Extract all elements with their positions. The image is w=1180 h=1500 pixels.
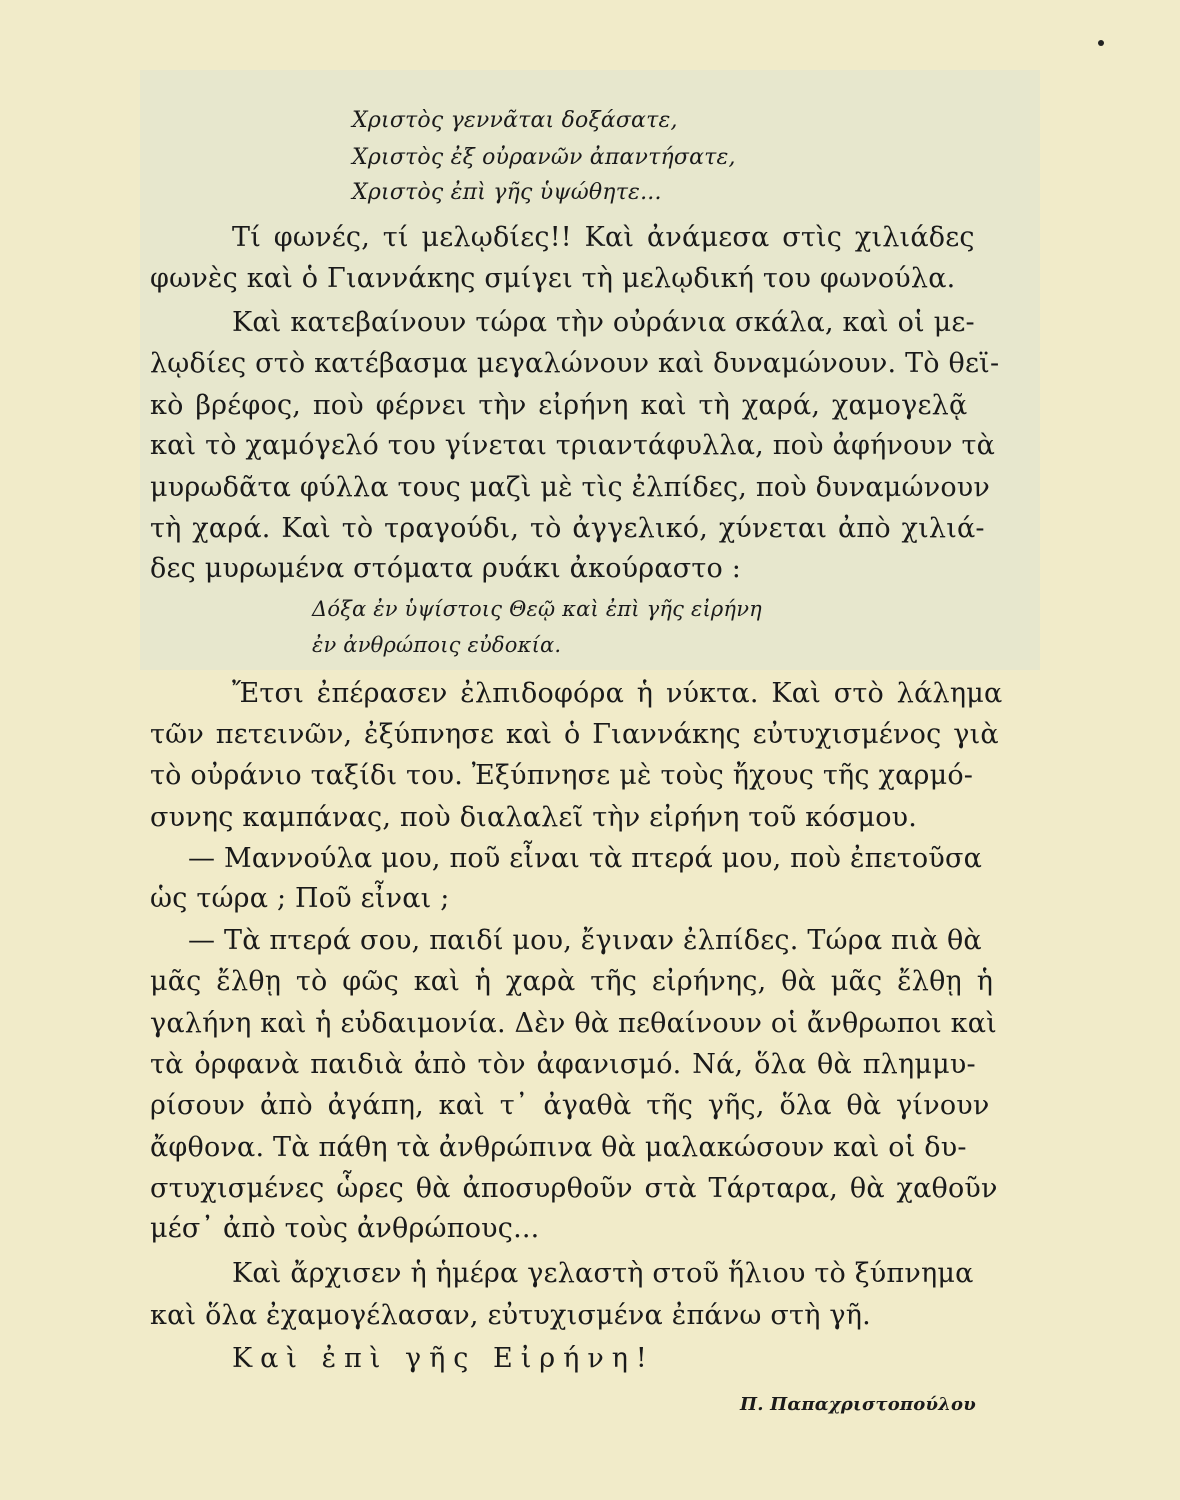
text-line: συνης καμπάνας, ποὺ διαλαλεῖ τὴν εἰρήνη τοῦ κόσμου. xyxy=(150,802,918,833)
text-line: μᾶς ἔλθῃ τὸ φῶς καὶ ἡ χαρὰ τῆς εἰρήνης, θὰ μᾶς ἔλθῃ ἡ xyxy=(150,966,994,997)
text-line: φωνὲς καὶ ὁ Γιαννάκης σμίγει τὴ μελῳδική του φωνούλα. xyxy=(150,263,956,294)
text-line: μυρωδᾶτα φύλλα τους μαζὶ μὲ τὶς ἐλπίδες, ποὺ δυναμώνουν xyxy=(150,472,991,503)
doxa-line: Δόξα ἐν ὑψίστοις Θεῷ καὶ ἐπὶ γῆς εἰρήνη xyxy=(312,597,762,621)
text-line: ἄφθονα. Τὰ πάθη τὰ ἀνθρώπινα θὰ μαλακώσουν καὶ οἱ δυ- xyxy=(150,1132,967,1163)
text-line: στυχισμένες ὧρες θὰ ἀποσυρθοῦν στὰ Τάρταρα, θὰ χαθοῦν xyxy=(150,1173,998,1204)
text-line: κὸ βρέφος, ποὺ φέρνει τὴν εἰρήνη καὶ τὴ χαρά, χαμογελᾷ xyxy=(150,390,968,421)
text-line: Τί φωνές, τί μελῳδίες!! Καὶ ἀνάμεσα στὶς χιλιάδες xyxy=(232,222,975,253)
text-line: καὶ ὅλα ἐχαμογέλασαν, εὐτυχισμένα ἐπάνω στὴ γῆ. xyxy=(150,1300,871,1331)
signature: Π. Παπαχριστοπούλου xyxy=(740,1394,976,1415)
text-line: λῳδίες στὸ κατέβασμα μεγαλώνουν καὶ δυναμώνουν. Τὸ θεϊ- xyxy=(150,348,1000,379)
text-line: Καὶ ἄρχισεν ἡ ἡμέρα γελαστὴ στοῦ ἥλιου τὸ ξύπνημα xyxy=(232,1258,974,1289)
text-line: Ἔτσι ἐπέρασεν ἐλπιδοφόρα ἡ νύκτα. Καὶ στὸ λάλημα xyxy=(232,678,1003,709)
text-line: γαλήνη καὶ ἡ εὐδαιμονία. Δὲν θὰ πεθαίνουν οἱ ἄνθρωποι καὶ xyxy=(150,1008,997,1039)
text-line: ὡς τώρα ; Ποῦ εἶναι ; xyxy=(150,883,450,914)
text-line: δες μυρωμένα στόματα ρυάκι ἀκούραστο : xyxy=(150,553,742,584)
doxa-line: ἐν ἀνθρώποις εὐδοκία. xyxy=(312,633,562,657)
closing-line: Καὶ ἐπὶ γῆς Εἰρήνη! xyxy=(232,1343,655,1374)
text-line: μέσ᾿ ἀπὸ τοὺς ἀνθρώπους... xyxy=(150,1213,540,1244)
text-line: τὴ χαρά. Καὶ τὸ τραγούδι, τὸ ἀγγελικό, χύνεται ἀπὸ χιλιά- xyxy=(150,513,985,544)
text-line: — Τὰ πτερά σου, παιδί μου, ἔγιναν ἐλπίδες. Τώρα πιὰ θὰ xyxy=(188,925,982,956)
text-line: τὰ ὀρφανὰ παιδιὰ ἀπὸ τὸν ἀφανισμό. Νά, ὅλα θὰ πλημμυ- xyxy=(150,1049,976,1080)
text-line: τῶν πετεινῶν, ἐξύπνησε καὶ ὁ Γιαννάκης εὐτυχισμένος γιὰ xyxy=(150,719,999,750)
ink-dot xyxy=(1098,40,1104,46)
text-line: τὸ οὐράνιο ταξίδι του. Ἐξύπνησε μὲ τοὺς ἤχους τῆς χαρμό- xyxy=(150,760,974,791)
text-line: Καὶ κατεβαίνουν τώρα τὴν οὐράνια σκάλα, καὶ οἱ με- xyxy=(232,307,975,338)
text-line: καὶ τὸ χαμόγελό του γίνεται τριαντάφυλλα, ποὺ ἀφήνουν τὰ xyxy=(150,430,996,461)
hymn-line: Χριστὸς ἐξ οὐρανῶν ἀπαντήσατε, xyxy=(352,145,736,170)
text-line: — Μαννούλα μου, ποῦ εἶναι τὰ πτερά μου, ποὺ ἐπετοῦσα xyxy=(188,843,983,874)
text-line: ρίσουν ἀπὸ ἀγάπη, καὶ τ᾿ ἀγαθὰ τῆς γῆς, ὅλα θὰ γίνουν xyxy=(150,1090,990,1121)
hymn-line: Χριστὸς ἐπὶ γῆς ὑψώθητε... xyxy=(352,180,662,205)
hymn-line: Χριστὸς γεννᾶται δοξάσατε, xyxy=(352,108,678,133)
